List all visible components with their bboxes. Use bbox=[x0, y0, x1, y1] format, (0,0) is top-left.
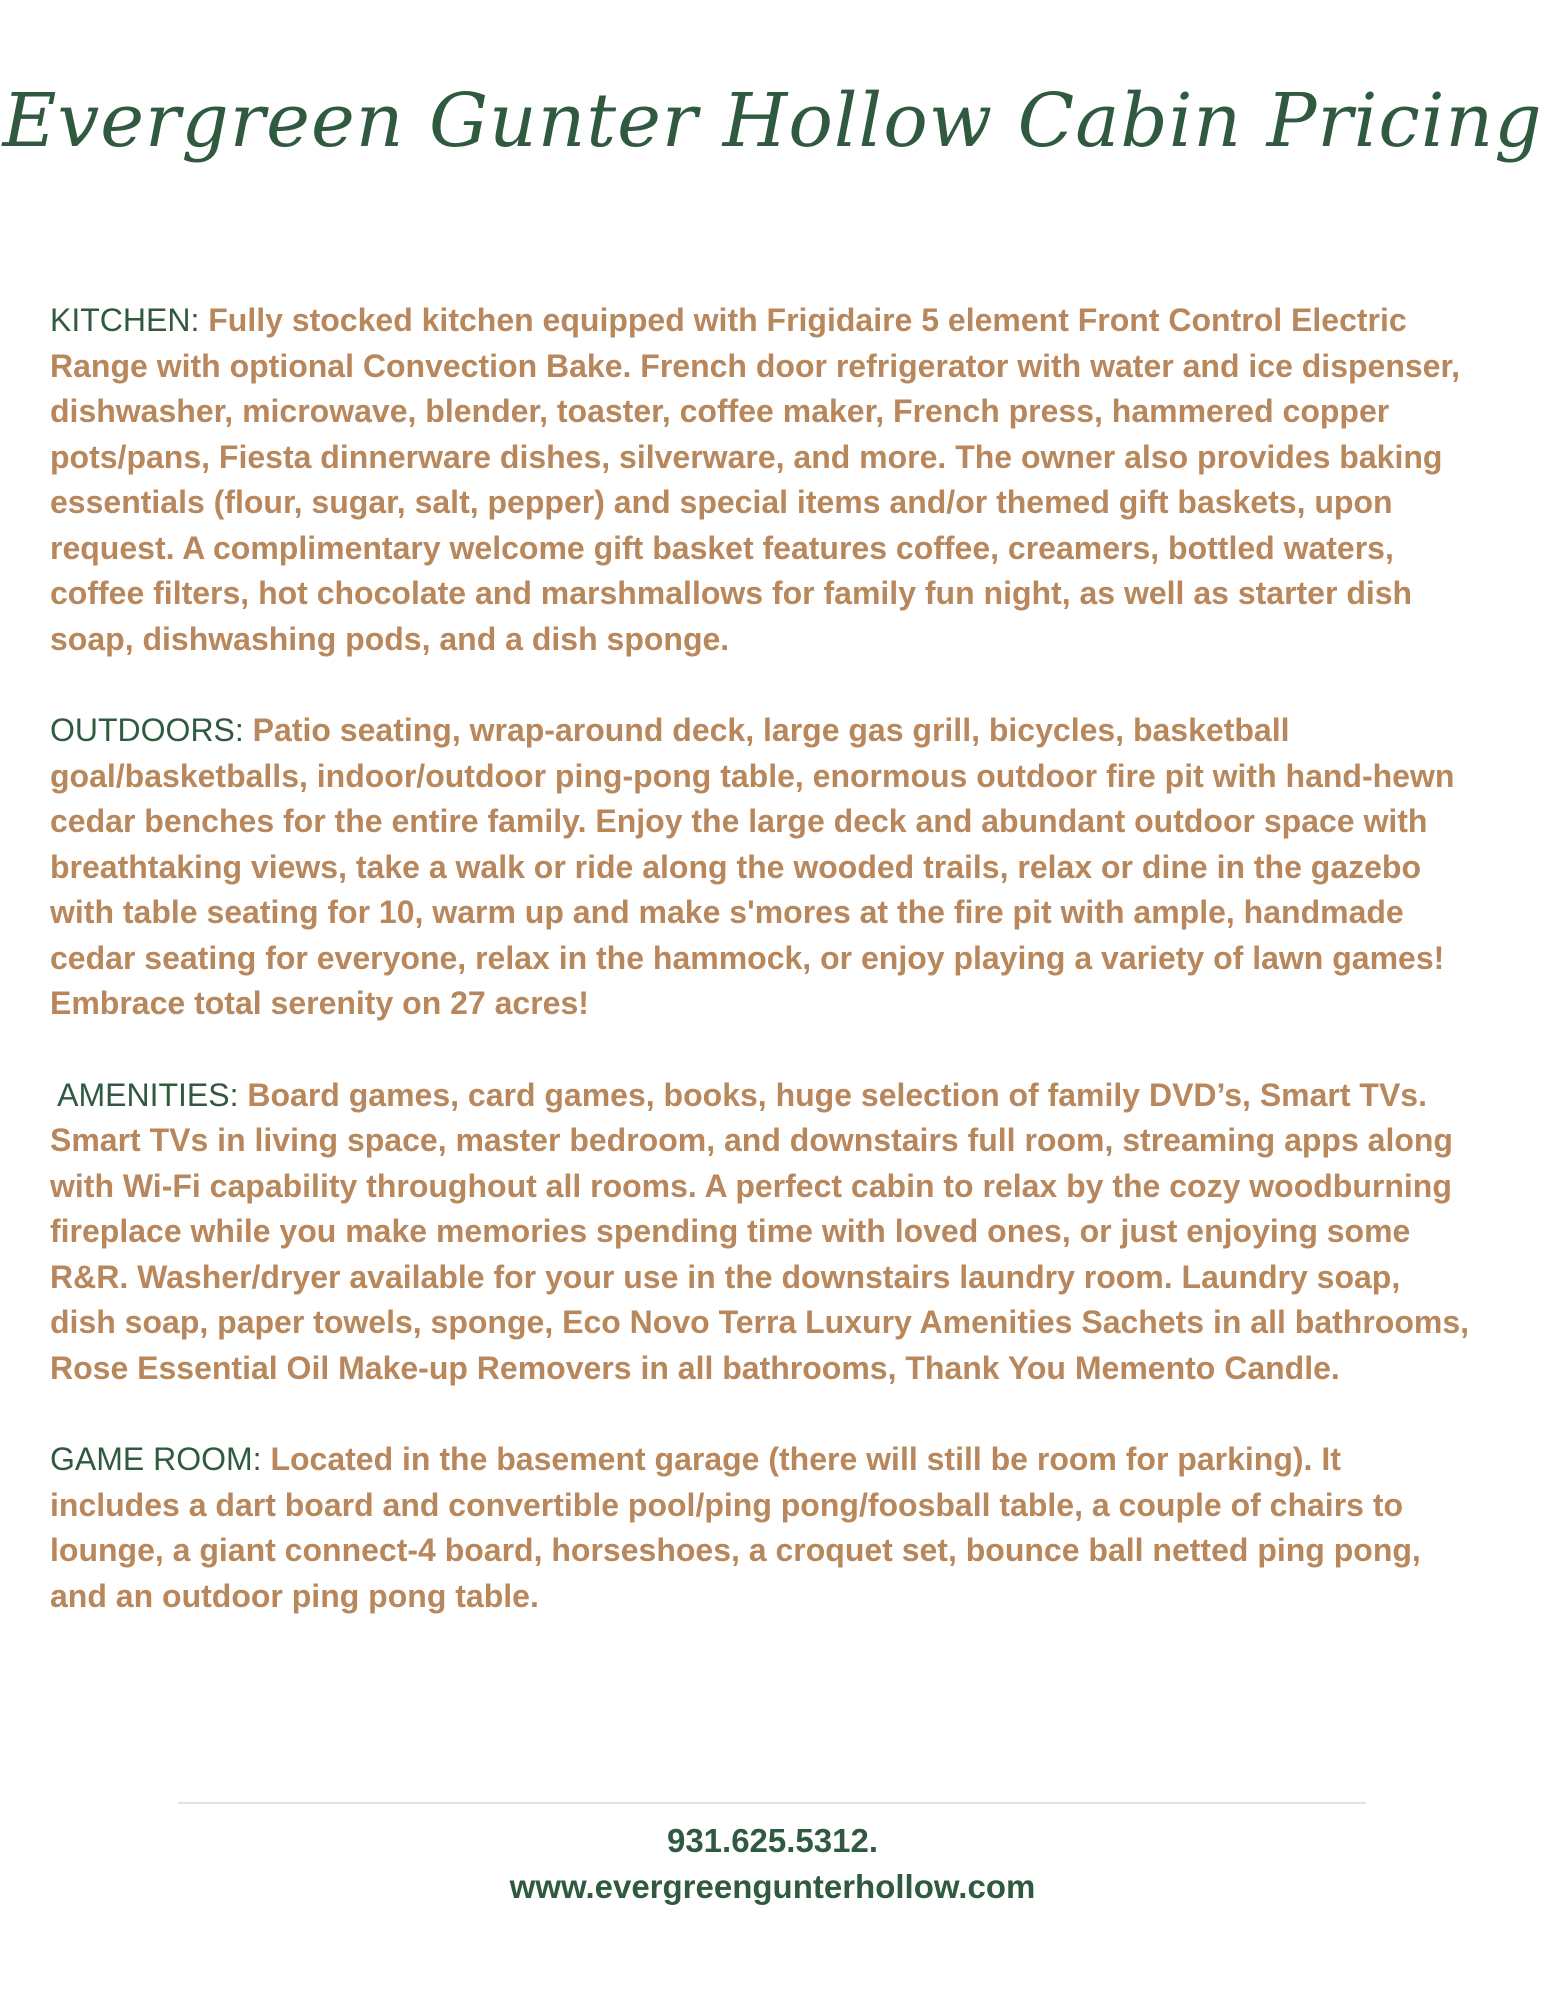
amenities-section bbox=[50, 1073, 1470, 1392]
footer-phone: 931.625.5312. bbox=[666, 1822, 879, 1859]
kitchen-text: Fully stocked kitchen equipped with Frigidaire 5 element Front Control Electric Range with optional Convection Bake. French door refrigerator with water and ice dispenser, dishwasher, microwave, blender, toaster, coffee maker, French press, hammered copper pots/pans, Fiesta dinnerware dishes, silverware, and more. The owner also provides baking essentials (flour, sugar, salt, pepper) and special items and/or themed gift baskets, upon request. A complimentary welcome gift basket features coffee, creamers, bottled waters, coffee filters, hot chocolate and marshmallows for family fun night, as well as starter dish soap, dishwashing pods, and a dish sponge. bbox=[50, 302, 1461, 657]
footer-website[interactable]: www.evergreengunterhollow.com bbox=[509, 1868, 1036, 1905]
amenities-content bbox=[50, 298, 1470, 1665]
amenities-text: Board games, card games, books, huge selection of family DVD’s, Smart TVs. Smart TVs in living space, master bedroom, and downstairs full room, streaming apps along with Wi-Fi capability throughout all rooms. A perfect cabin to relax by the cozy woodburning fireplace while you make memories spending time with loved ones, or just enjoying some R&R. Washer/dryer available for your use in the downstairs laundry room. Laundry soap, dish soap, paper towels, sponge, Eco Novo Terra Luxury Amenities Sachets in all bathrooms, Rose Essential Oil Make-up Removers in all bathrooms, Thank You Memento Candle. bbox=[50, 1076, 1469, 1386]
game-room-section bbox=[50, 1437, 1470, 1619]
outdoors-text: Patio seating, wrap-around deck, large gas grill, bicycles, basketball goal/basketballs, indoor/outdoor ping-pong table, enormous outdoor fire pit with hand-hewn cedar benches for the entire family. Enjoy the large deck and abundant outdoor space with breathtaking views, take a walk or ride along the wooded trails, relax or dine in the gazebo with table seating for 10, warm up and make s'mores at the fire pit with ample, handmade cedar seating for everyone, relax in the hammock, or enjoy playing a variety of lawn games! Embrace total serenity on 27 acres! bbox=[50, 712, 1455, 1021]
page-title: Evergreen Gunter Hollow Cabin Pricing bbox=[2, 78, 1543, 164]
kitchen-label: KITCHEN: bbox=[50, 302, 200, 338]
kitchen-section bbox=[50, 298, 1470, 662]
game-room-text: Located in the basement garage (there will still be room for parking). It includes a dart board and convertible pool/ping pong/foosball table, a couple of chairs to lounge, a giant connect-4 board, horseshoes, a croquet set, bounce ball netted ping pong, and an outdoor ping pong table. bbox=[50, 1441, 1421, 1614]
outdoors-section bbox=[50, 708, 1470, 1027]
amenities-label: AMENITIES: bbox=[50, 1076, 239, 1113]
footer-divider bbox=[178, 1802, 1366, 1804]
outdoors-label: OUTDOORS: bbox=[50, 712, 244, 748]
game-room-label: GAME ROOM: bbox=[50, 1441, 262, 1477]
